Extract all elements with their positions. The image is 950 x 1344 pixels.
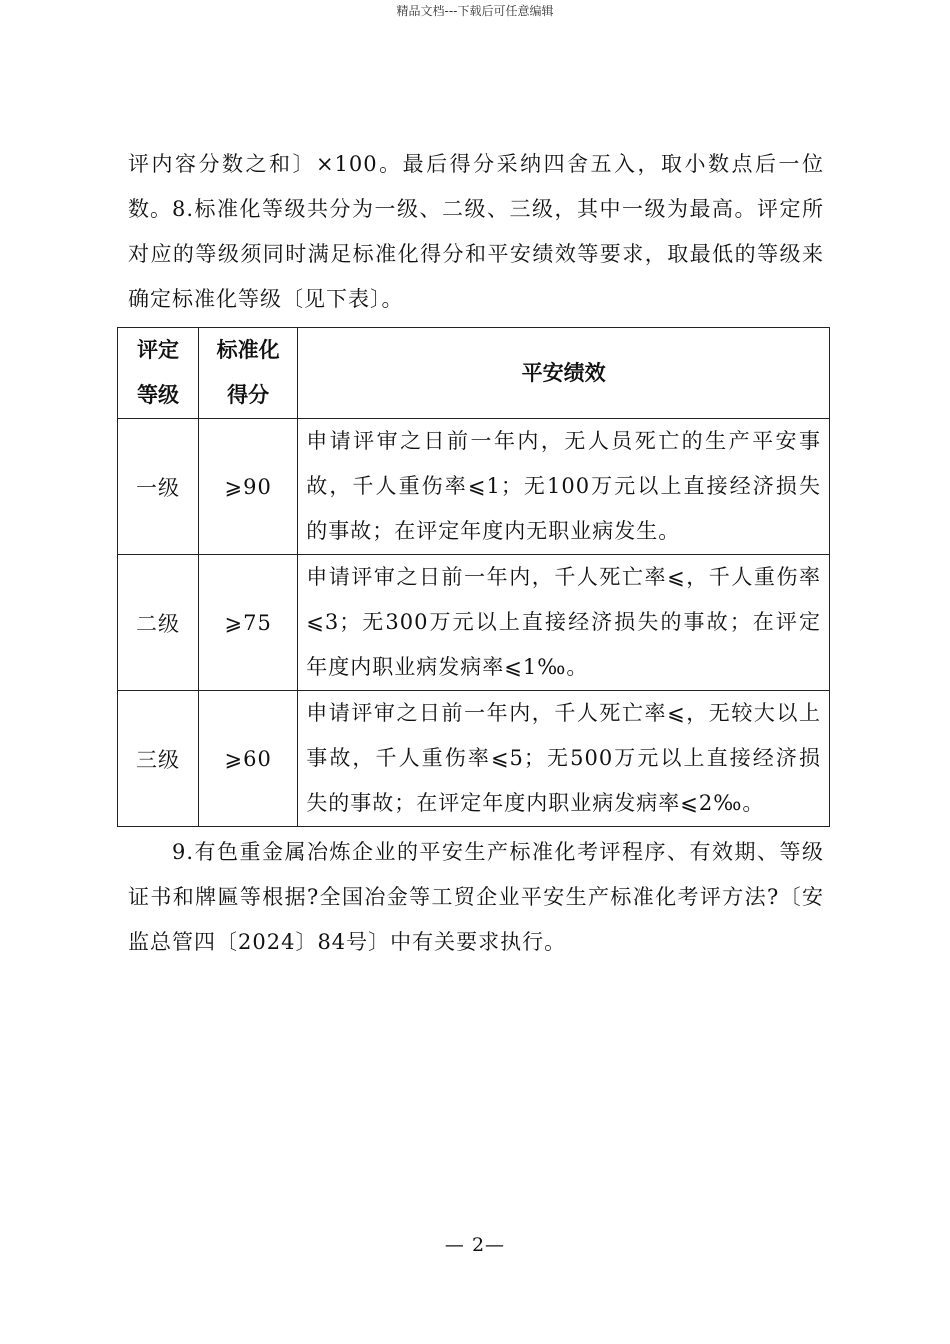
header-level xyxy=(118,328,199,419)
header-performance: 平安绩效 xyxy=(298,328,830,419)
table-row xyxy=(118,555,830,691)
cell-score: ⩾90 xyxy=(199,419,298,555)
table-row xyxy=(118,691,830,827)
paragraph-score-formula: 评内容分数之和〕×100。最后得分采纳四舍五入，取小数点后一位数。 xyxy=(128,152,824,221)
cell-level: 二级 xyxy=(118,555,199,691)
cell-performance: 申请评审之日前一年内，无人员死亡的生产平安事故，千人重伤率⩽1；无100万元以上直接经济损失的事故；在评定年度内无职业病发生。 xyxy=(298,419,830,555)
header-score-line2: 得分 xyxy=(227,383,270,407)
header-note: 精品文档---下载后可任意编辑 xyxy=(396,4,554,18)
cell-level: 三级 xyxy=(118,691,199,827)
header-score-line1: 标准化 xyxy=(216,338,280,362)
table-row xyxy=(118,419,830,555)
paragraph-assessment-procedure: 9.有色重金属冶炼企业的平安生产标准化考评程序、有效期、等级证书和牌匾等根据?全国冶金等工贸企业平安生产标准化考评方法?〔安监总管四〔2024〕84号〕中有关要求执行。 xyxy=(128,840,824,954)
header-level-line1: 评定 xyxy=(137,338,180,362)
header-level-line2: 等级 xyxy=(137,383,180,407)
table-header-row xyxy=(118,328,830,419)
header-score xyxy=(199,328,298,419)
cell-score: ⩾75 xyxy=(199,555,298,691)
cell-score: ⩾60 xyxy=(199,691,298,827)
cell-level: 一级 xyxy=(118,419,199,555)
grading-table xyxy=(117,327,830,827)
cell-performance: 申请评审之日前一年内，千人死亡率⩽，千人重伤率⩽3；无300万元以上直接经济损失的事故；在评定年度内职业病发病率⩽1‰。 xyxy=(298,555,830,691)
page-number: — 2— xyxy=(444,1234,506,1256)
paragraph-grading-levels: 8.标准化等级共分为一级、二级、三级，其中一级为最高。评定所对应的等级须同时满足标准化得分和平安绩效等要求，取最低的等级来确定标准化等级〔见下表〕。 xyxy=(128,197,824,311)
cell-performance: 申请评审之日前一年内，千人死亡率⩽，无较大以上事故，千人重伤率⩽5；无500万元以上直接经济损失的事故；在评定年度内职业病发病率⩽2‰。 xyxy=(298,691,830,827)
